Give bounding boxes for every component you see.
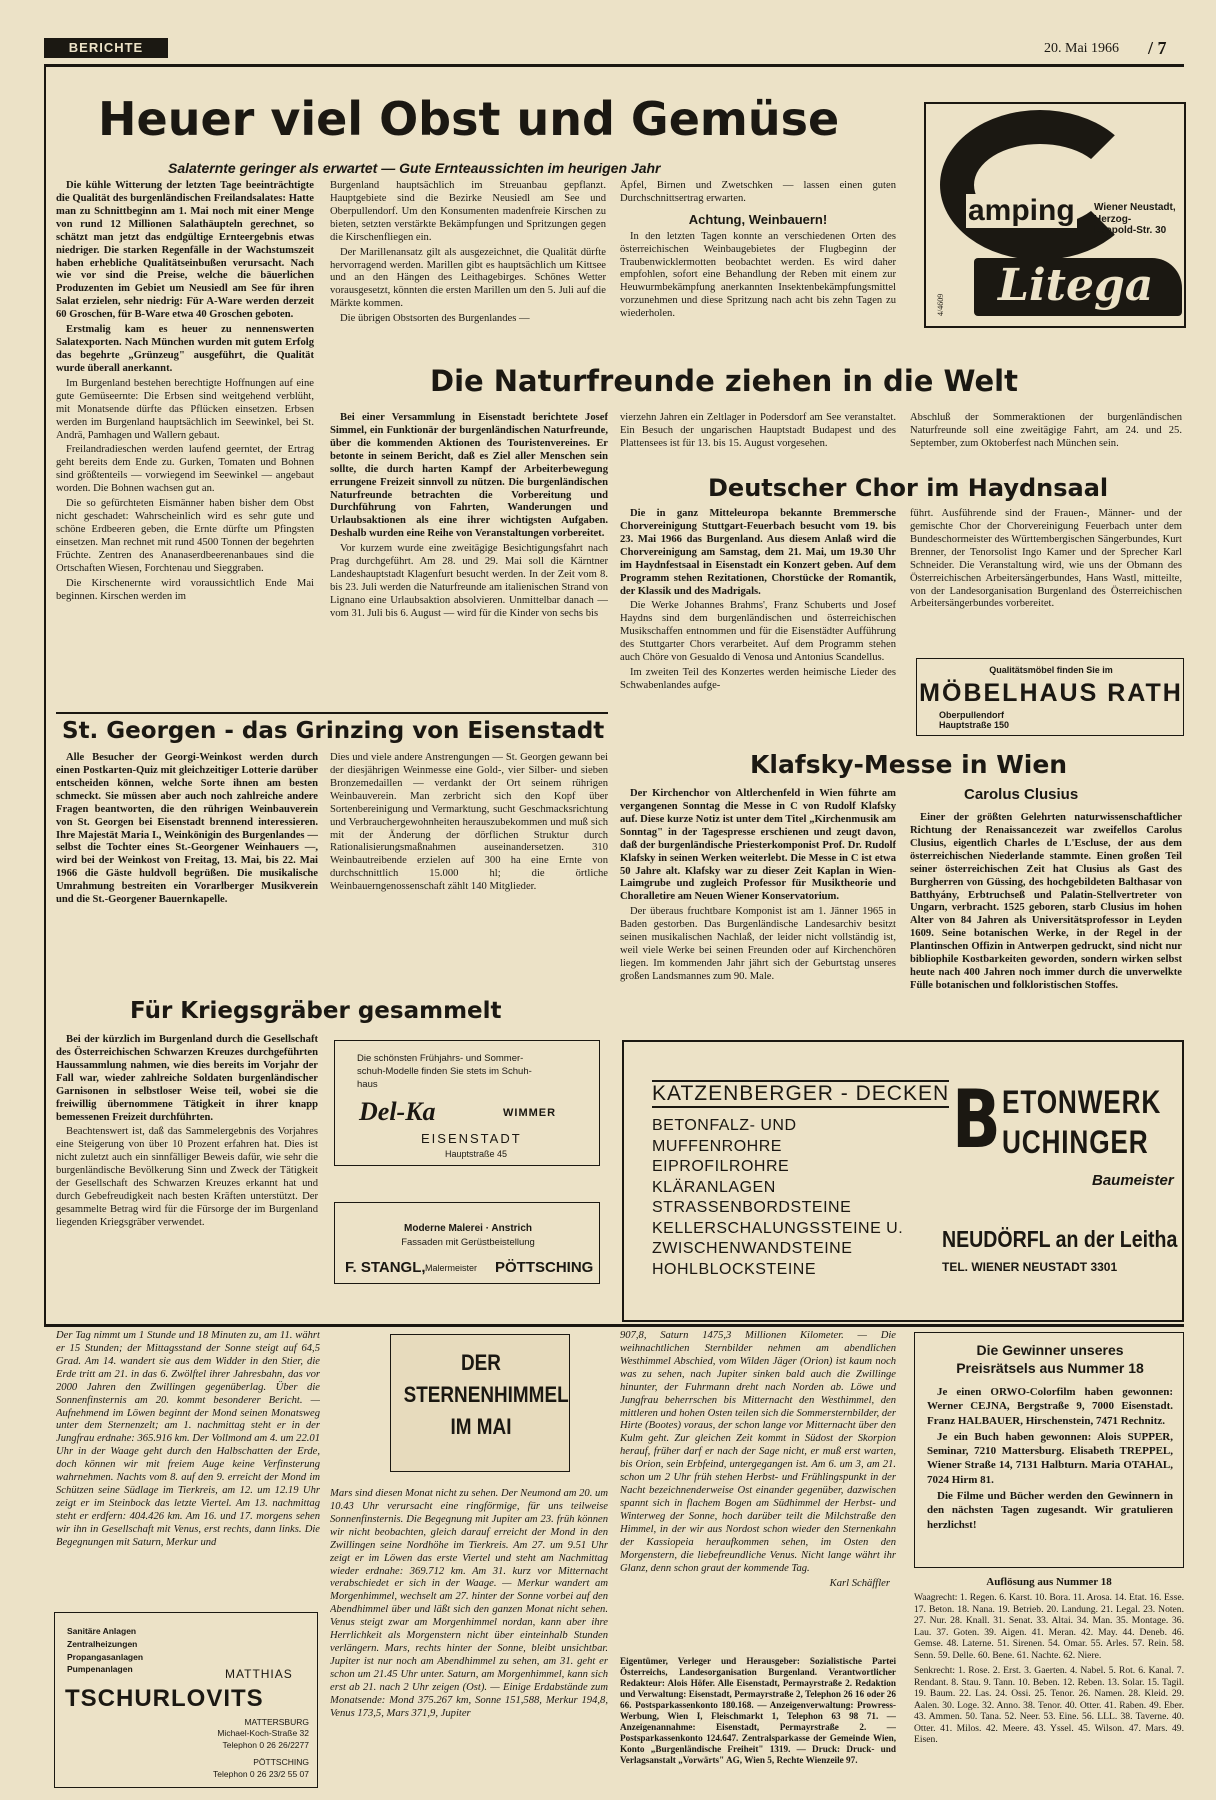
- article-column: Der Kirchenchor von Altlerchenfeld in Wien führte am vergangenen Sonntag die Messe in C von Rudolf Klafsky auf. Diese kurze Notiz ist unter dem Titel „Kirchenmusik am Sonntag" in der Tagespresse erschienen und zeugt davon, daß der burgenländische Priesterkomponist Prof. Dr. Rudolf Klafsky in seinen Werken weiterlebt. Die Messe in C ist etwa 50 Jahre alt. Klafsky war zu dieser Zeit Kaplan in Wien-Laimgrube und zugleich Professor für Musiktheorie und Choralletire am Neuen Wiener Konservatorium. Der überaus fruchtbare Komponist ist am 1. Jänner 1965 in Baden gestorben. Das Burgenländische Landesarchiv besitzt seinen musikalischen Nachlaß, der leider nicht vollständig ist, weil viele Werke bei seinen Freunden oder auf Kirchenchören liegen. Im kommenden Jahr jährt sich der Geburtstag unseres großen Landsmannes zum 90. Male.: [620, 788, 896, 982]
- stangl-line2: Fassaden mit Gerüstbeistellung: [401, 1237, 535, 1248]
- article-column: führt. Ausführende sind der Frauen-, Männer- und der gemischte Chor der Chorvereinigung Feuerbach unter dem Bundeschormeister des Württembergischen Sängerbundes, Kurt Brenner, der Tenorsolist Ingo Kamer und der Sprecher Karl Schneider. Die Veranstaltung wird, wie uns der Obmann des Österreichischen Arbeitersängerbundes, Hans Wastl, mitteilte, von der Landesorganisation Burgenland des Österreichischen Arbeitersängerbundes vorbereitet.: [910, 508, 1182, 610]
- delka-city: EISENSTADT: [421, 1131, 522, 1146]
- ad-camping: [924, 102, 1186, 328]
- divider: [56, 712, 608, 714]
- betonwerk-role: Baumeister: [1092, 1172, 1174, 1189]
- betonwerk-town: NEUDÖRFL an der Leitha: [942, 1226, 1178, 1252]
- article-column: Die kühle Witterung der letzten Tage beeinträchtigte die Qualität des burgenländischen Freilandsalates: Hatte man zu Schnittbeginn am 1. Mai noch mit einer Menge von rund 12 Millionen Salathäupteln gerechnet, so schätzt man jetzt das endgültige Ernteergebnis etwas niedriger. Die starken Regenfälle in der Wachstumszeit haben erhebliche Qualitätseinbußen verursacht. Nach wie vor sind die Preise, welche die bäuerlichen Produzenten im Gebiet um Neusiedl am See für ihren Salat erzielen, sehr niedrig: Für A-Ware werden derzeit 60 Groschen, für B-Ware etwa 40 Groschen geboten. Erstmalig kam es heuer zu nennenswerten Salatexporten. Nach München wurden mit gutem Erfolg das begehrte „Grünzeug" ausgeführt, die Qualität wurde überall anerkannt. Im Burgenland bestehen berechtigte Hoffnungen auf eine gute Gemüseernte: Die Erbsen sind weitgehend verblüht, mit Monatsende dürfte das Pflücken einsetzen. Erbsen werden im Burgenland hauptsächlich im Seewinkel, bei St. Andrä, Pamhagen und Wallern gebaut. Freilandradieschen werden laufend geerntet, der Ertrag geht bereits dem Ende zu. Gurken, Tomaten und Bohnen sind größtenteils — vorwiegend im Seewinkel — angebaut worden. Die Bohnen wachsen gut an. Die so gefürchteten Eismänner haben bisher dem Obst nicht geschadet: Wahrscheinlich wird es sehr gute und schöne Erdbeeren geben, die Ernte dürfte um Pfingsten einsetzen. Man rechnet mit rund 4500 Tonnen der begehrten Früchte. Zentren des Ananaserdbeerenanbaues sind die Ortschaften Wiesen, Forchtenau und Sieggraben. Die Kirschenernte wird voraussichtlich Ende Mai beginnen. Kirschen werden im: [56, 180, 314, 602]
- raetsel-text: Je einen ORWO-Colorfilm haben gewonnen: Werner CEJNA, Bergstraße 9, 7000 Eisenstadt. Franz HALBAUER, Hirschenstein, 7471 Rechnitz. Je ein Buch haben gewonnen: Alois SUPPER, Seminar, 7210 Mattersburg. Elisabeth TREPPEL, Wiener Straße 14, 7131 Halbturn. Maria OTAHAL, 7024 Hirm 81. Die Filme und Bücher werden den Gewinnern in den nächsten Tagen zugesandt. Wir gratulieren herzlichst!: [927, 1386, 1173, 1531]
- ad-betonwerk: [622, 1040, 1184, 1322]
- page-number: / 7: [1148, 38, 1167, 58]
- article-title: Für Kriegsgräber gesammelt: [130, 998, 502, 1024]
- sky-title-box: [390, 1334, 570, 1472]
- moebel-name: MÖBELHAUS RATH: [919, 679, 1183, 707]
- column-subheading: Achtung, Weinbauern!: [688, 211, 828, 227]
- article-column: Äpfel, Birnen und Zwetschken — lassen einen guten Durchschnittsertrag erwarten. Achtung, Weinbauern! In den letzten Tagen konnte an verschiedenen Orten des österreichischen Weinbaugebietes der Flugbeginn der Traubenwicklermotten beobachtet werden. Es wird daher empfohlen, sofort eine Behandlung der Reben mit einem zur Heuwurmbekämpfung anerkannten Insektenbekämpfungsmittel vorzunehmen und diese Spritzung nach acht bis zehn Tagen zu wiederholen.: [620, 180, 896, 320]
- column-subheading: Carolus Clusius: [964, 786, 1079, 803]
- ad-delka: [334, 1040, 600, 1166]
- raetsel-title: Die Gewinner unseres Preisrätsels aus Nummer 18: [956, 1342, 1144, 1377]
- betonwerk-line2: UCHINGER: [1002, 1124, 1149, 1160]
- article-column: Dies und viele andere Anstrengungen — St. Georgen gewann bei der diesjährigen Weinmesse eine Gold-, vier Silber- und sieben Bronzemedaillen — verdankt der Ort seinem rührigen Weinbauverein. Man zerbricht sich den Kopf über Sortenbereinigung und Vermarktung, sucht Geschmacksrichtung und Verbrauchergewohnheiten herauszubekommen und muß sich mit der Änderung der dörflichen Struktur durch Rationalisierungsmaßnahmen auseinandersetzen. 310 Weinbautreibende erzielen auf 300 ha eine Ernte von durchschnittlich 15.000 hl; die örtliche Weinbauerngenossenschaft zählt 140 Mitglieder.: [330, 752, 608, 893]
- article-title: Deutscher Chor im Haydnsaal: [708, 474, 1109, 502]
- article-column: vierzehn Jahren ein Zeltlager in Podersdorf am See veranstaltet. Ein Besuch der ungarischen Hauptstadt Budapest und des Plattensees ist für 13. bis 15. August vorgesehen.: [620, 412, 896, 449]
- moebel-tagline: Qualitätsmöbel finden Sie im: [989, 665, 1113, 675]
- left-border: [44, 64, 46, 1324]
- product-list: BETONFALZ- UND MUFFENROHRE EIPROFILROHRE KLÄRANLAGEN STRASSENBORDSTEINE KELLERSCHALUNGSSTEINE U. ZWISCHENWANDSTEINE HOHLBLOCKSTEINE: [652, 1117, 904, 1278]
- solution-title: Auflösung aus Nummer 18: [986, 1576, 1112, 1588]
- betonwerk-tel: TEL. WIENER NEUSTADT 3301: [942, 1260, 1118, 1274]
- tschurl-first: MATTHIAS: [225, 1667, 293, 1681]
- betonwerk-initial: B: [952, 1073, 1001, 1166]
- header-rule: [44, 64, 1184, 67]
- camping-address: Wiener Neustadt, Herzog- Leopold-Str. 30: [1094, 202, 1176, 236]
- raetsel-box: [914, 1332, 1184, 1568]
- article-title: Klafsky-Messe in Wien: [750, 750, 1068, 779]
- stangl-line1: Moderne Malerei · Anstrich: [404, 1223, 532, 1234]
- issue-date: 20. Mai 1966: [1044, 41, 1120, 56]
- moebel-address: Oberpullendorf Hauptstraße 150: [939, 710, 1010, 730]
- article-column: Einer der größten Gelehrten naturwissenschaftlicher Richtung der Renaissancezeit war zweifellos Carolus Clusius, eigentlich Charles de L'Escluse, der aus dem österreichischen Niederlande stammte. Einen großen Teil seiner österreichischen Zeit hat Clusius als Gast des Burgherren von Güssing, des hochgebildeten Balthasar von Batthyány, Erbtruchseß und Palatin-Stellvertreter von Ungarn, verbracht. 1525 geboren, starb Clusius im hohen Alter von 84 Jahren als Universitätsprofessor in Leyden 1609. Seine botanischen Werke, in der Regel in der Plantinschen Offizin in Antwerpen gedruckt, sind nicht nur bibliophile Kostbarkeiten geworden, sondern wirken selbst heute nach 400 Jahren noch immer durch die unverwelkte Fülle botanischen und folkloristischen Stoffes.: [910, 812, 1182, 991]
- katzenberger-title: KATZENBERGER - DECKEN: [652, 1080, 949, 1108]
- sky-title: DER STERNENHIMMEL IM MAI: [403, 1350, 569, 1439]
- camping-c-letter: [940, 110, 1140, 260]
- article-title: St. Georgen - das Grinzing von Eisenstadt: [62, 718, 605, 744]
- section-tag: BERICHTE: [44, 38, 168, 58]
- delka-street: Hauptstraße 45: [445, 1149, 508, 1159]
- article-column: Bei der kürzlich im Burgenland durch die Gesellschaft des Österreichischen Schwarzen Kreuzes durchgeführten Haussammlung nahmen, wie dies bereits im Vorjahr der Fall war, wieder zahlreiche Soldaten burgenländischer Garnisonen in selbstloser Weise teil, wobei sie die freiwillig übernommene Tätigkeit in ihrer knapp bemessenen Freizeit durchführten. Beachtenswert ist, daß das Sammelergebnis des Vorjahres eine Steigerung von über 10 Prozent erfahren hat. Dies ist nicht zuletzt auch ein sinnfälliger Beweis dafür, wie sehr die burgenländische Bevölkerung Sinn und Zweck der Tätigkeit der Gesellschaft des Schwarzen Kreuzes erkannt hat und durch Gebefreudigkeit nach besten Kräften unterstützt. Der gesammelte Betrag wird für die Fürsorge der im Burgenland liegenden Kriegsgräber verwendet.: [56, 1034, 318, 1228]
- delka-owner: WIMMER: [503, 1107, 557, 1119]
- ad-moebelhaus: [916, 658, 1184, 736]
- ad-stangl: [334, 1202, 600, 1284]
- sky-author: Karl Schäffler: [829, 1577, 890, 1589]
- delka-brand: Del-Ka: [359, 1097, 436, 1126]
- ad-code: 4/4609: [936, 293, 945, 316]
- tschurl-name: TSCHURLOVITS: [65, 1685, 264, 1712]
- article-subtitle: Salaternte geringer als erwartet — Gute Ernteaussichten im heurigen Jahr: [168, 160, 661, 176]
- article-column: Burgenland hauptsächlich im Streuanbau gepflanzt. Hauptgebiete sind die Bezirke Neusiedl am See und Oberpullendorf. Um den Konsumenten madenfreie Kirschen zu bieten, setzten verstärkte Bekämpfungen und Spritzungen gegen die Kirschenfliegen ein. Der Marillenansatz gilt als ausgezeichnet, die Qualität dürfte hervorragend werden. Marillen gibt es hauptsächlich um Kittsee und an den Hängen des Leithagebirges. Schönes Wetter vorausgesetzt, könnten die ersten Marillen um den 5. Juli auf die Märkte kommen. Die übrigen Obstsorten des Burgenlandes —: [330, 180, 606, 325]
- sky-column: Mars sind diesen Monat nicht zu sehen. Der Neumond am 20. um 10.43 Uhr verursacht eine ringförmige, für uns teilweise Sonnenfinsternis. Die Begegnung mit Jupiter am 23. früh können wir nicht beobachten, gleich darauf erreicht der Mond in den Zwillingen seine Nordhöhe im Tierkreis. Am 27. um 9.51 Uhr zeigt er im Löwen das erste Viertel und steht am Nachmittag wieder erdnahe: 369.712 km. Am 31. kurz vor Mitternacht verabschiedet er sich in der Waage. — Merkur wandert am Morgenhimmel, wechselt am 27. hinter der Sonne vorbei auf den Abendhimmel über und läßt sich den ganzen Monat nicht sehen. Venus steigt zwar am Morgenhimmel nordan, kann aber ihre Herrlichkeit als Morgenstern nicht über einteinhalb Stunden verlängern. Mars, rechts hinter der Sonne, bleibt unsichtbar. Jupiter ist nur noch am Abendhimmel zu sehen, am 31. geht er schon um 21.45 Uhr unter. Saturn, am Morgenhimmel, kann sich erst ab 21. nach 2 Uhr zeigen (Ost). — Einige Erdabstände zum Monatsende: Mond 375.267 km, Sonne 151,588, Merkur 194,8, Venus 173,5, Mars 371,9, Jupiter: [330, 1488, 608, 1719]
- betonwerk-line1: ETONWERK: [1002, 1084, 1162, 1120]
- article-column: Alle Besucher der Georgi-Weinkost werden durch einen Postkarten-Quiz mit gleichzeitiger Lotterie darüber entscheiden können, welche Sorte ihnen am besten schmeckt. Sie müssen aber auch noch zahlreiche andere Fragen beantworten, die den rührigen Weinbauverein von St. Georgen bei Eisenstadt brennend interessieren. Ihre Majestät Maria I., Weinkönigin des Burgenlandes — selbst die Tochter eines St.-Georgener Weinhauers —, wird bei der Weinkost von Freitag, 13. Mai, bis 22. Mai 1966 die Gäste huldvoll begrüßen. Die musikalische Umrahmung bestreiten ein Vorarlberger Musikverein und die St.-Georgener Bauernkapelle.: [56, 752, 318, 906]
- tschurl-services: Sanitäre Anlagen Zentralheizungen Propangasanlagen Pumpenanlagen: [67, 1626, 144, 1675]
- article-column: Die in ganz Mitteleuropa bekannte Bremmersche Chorvereinigung Stuttgart-Feuerbach besucht vom 19. bis 23. Mai 1966 das Burgenland. Aus diesem Anlaß wird die Chorvereinigung am Samstag, dem 21. Mai, um 19.30 Uhr im Haydnfestsaal in Eisenstadt ein Konzert geben. Auf dem Programm stehen Rezitationen, Chorstücke der Romantik, der Klassik und des Madrigals. Die Werke Johannes Brahms', Franz Schuberts und Josef Haydns sind dem burgenländischen und österreichischen Musikschaffen entnommen und für die Eisenstädter Aufführung des Stuttgarter Chors verarbeitet. Auf dem Programm stehen auch Chöre von Gesualdo di Venosa und Antonius Scandellus. Im zweiten Teil des Konzertes werden heimische Lieder des Schwabenlandes aufge-: [620, 508, 896, 691]
- divider: [44, 1324, 1184, 1327]
- sky-column: 907,8, Saturn 1475,3 Millionen Kilometer. — Die weihnachtlichen Sternbilder nehmen am abendlichen Westhimmel Abschied, vom Wilden Jäger (Orion) ist kaum noch was zu sehen, nach Jupiter sinken bald auch die Zwillinge hinunter, der Fuhrmann dreht nach Norden ab. Löwe und Jungfrau beherrschen bis Mitternacht den Westhimmel, den mittleren und hohen Osten teilen sich die Sommersternbilder, der Hirte (Bootes) voraus, der schon lange vor Mitternacht über den Kulm geht. Zur gleichen Zeit kommt in Südost der Skorpion herauf, früher darf er nach der Sage nicht, er muß erst warten, bis Orion, sein Erbfeind, untergegangen ist. Am 6. um 3, am 21. schon um 2 Uhr früh stehen Herbst- und Frühlingspunkt in der Nacht bezeichnenderweise Ost einander gegenüber, dazwischen spannt sich in flachem Bogen am Südhimmel der Herbst- und Winterweg der Sonne, hoch darüber teilt die Milchstraße den Himmel, in der wir aus Nordost schon wieder den Sternenkahn der Kassiopeia heraufkommen sehen, im Osten den Morgenstern, die liebefreundliche Venus. Nicht lange währt ihr Glanz, denn schon graut der kommende Tag. Karl Schäffler: [620, 1330, 896, 1589]
- stangl-role: Malermeister: [425, 1263, 478, 1273]
- delka-intro: Die schönsten Frühjahrs- und Sommer- schuh-Modelle finden Sie stets im Schuh- haus: [357, 1053, 532, 1090]
- stangl-name: F. STANGL,: [345, 1259, 426, 1276]
- tschurl-address: MATTERSBURG Michael-Koch-Straße 32 Telephon 0 26 26/2277 PÖTTSCHING Telephon 0 26 23/2 55 07: [213, 1717, 309, 1779]
- article-title: Die Naturfreunde ziehen in die Welt: [430, 364, 1018, 398]
- solution-text: Waagrecht: 1. Regen. 6. Karst. 10. Bora. 11. Arosa. 14. Etat. 16. Esse. 17. Beton. 18. Nana. 19. Betrieb. 20. Landung. 21. Legal. 23. Noten. 27. Nur. 28. Knall. 31. Senat. 33. Altai. 34. Man. 35. Montage. 36. Lau. 37. Goten. 39. Aigen. 41. Meran. 42. May. 44. Deneb. 46. Gemse. 48. Laterne. 51. Sirenen. 54. Omar. 55. Arles. 57. Rein. 58. Senn. 59. Delle. 60. Bene. 61. Nachte. 62. Niere. Senkrecht: 1. Rose. 2. Erst. 3. Gaerten. 4. Nabel. 5. Rot. 6. Kanal. 7. Rendant. 8. Stau. 9. Tann. 10. Beben. 12. Reben. 13. Solar. 15. Tagil. 19. Baum. 22. Las. 24. Ossi. 25. Tenor. 26. Namen. 28. Kleid. 29. Aalen. 30. Loge. 32. Anno. 38. Tenor. 40. Otter. 41. Raben. 49. Eber. 43. Ammen. 50. Tana. 52. Neer. 53. Eine. 56. LLL. 38. Taverne. 40. Otter. 41. Milos. 42. Meere. 43. Yssel. 45. Wilson. 47. Mars. 49. Eisen.: [914, 1592, 1184, 1745]
- litega-script: Litega: [998, 260, 1154, 311]
- article-column: Abschluß der Sommeraktionen der burgenländischen Naturfreunde soll eine zweitägige Fahrt, am 24. und 25. September, zum Oktoberfest nach München sein.: [910, 412, 1182, 449]
- sky-column: Der Tag nimmt um 1 Stunde und 18 Minuten zu, am 11. währt er 15 Stunden; der Mittagsstand der Sonne steigt auf 64,5 Grad. Am 14. wandert sie aus dem Widder in den Stier, die Erde tritt am 21. in das 6. Zwölftel ihrer Jahresbahn, das vor 2000 Jahren den Zwillingen gegenüberlag. Über die Sonnenfinsternis am 20. kommt besonderer Bericht. — Aufnehmend im Löwen beginnt der Mond seinen Monatsweg unter dem Sternenzelt; am 1. nachmittag steht er in der Jungfrau erdnahe: 365.916 km. Der Vollmond am 4. um 22.01 Uhr in der Waage geht durch den Halbschatten der Erde, doch können wir mit freiem Auge keine Verfinsterung wahrnehmen. Nachts vom 8. auf den 9. erreicht der Mond im Schützen seine Südlage im Tierkreis, am 12. um 12.19 Uhr zeigt er im Steinbock das letzte Viertel. Am 13. nachmittag steht er erdfern: 404.426 km. Am 16. und 17. morgens sehen wir ihn in Gesellschaft mit Venus, erst rechts, dann links. Die Begegnungen mit Saturn, Merkur und: [56, 1330, 320, 1548]
- stangl-place: PÖTTSCHING: [495, 1259, 594, 1276]
- ad-tschurlovits: [54, 1612, 318, 1788]
- article-column: Bei einer Versammlung in Eisenstadt berichtete Josef Simmel, ein Funktionär der burgenländischen Naturfreunde, über die kommenden Aktionen des Touristenvereines. Er betonte in seinem Bericht, daß es Ziel aller Menschen sein sollte, die durch harten Kampf der Arbeiterbewegung errungene Freizeit sinnvoll zu nützen. Die burgenländischen Naturfreunde betrachten die Vorbereitung und Durchführung von Fahrten, Wanderungen und Urlaubsaktionen als eine ihrer wichtigsten Aufgaben. Deshalb wurden eine Reihe von Veranstaltungen vorbereitet. Vor kurzem wurde eine zweitägige Besichtigungsfahrt nach Prag durchgeführt. Am 28. und 29. Mai soll die Kärntner Landeshauptstadt Klagenfurt besucht werden. In der Zeit vom 8. bis 23. Juli werden die Naturfreunde am italienischen Strand von Lignano eine Urlaubsaktion absolvieren. Unmittelbar danach — vom 31. Juli bis 6. August — wird für die Kinder von sechs bis: [330, 412, 608, 619]
- article-title: Heuer viel Obst und Gemüse: [98, 92, 840, 146]
- camping-word: amping: [968, 194, 1075, 227]
- impressum: Eigentümer, Verleger und Herausgeber: Sozialistische Partei Österreichs, Landesorganisation Burgenland. Verantwortlicher Redakteur: Alois Höfer. Alle Eisenstadt, Permayrstraße 2. Redaktion und Verwaltung: Eisenstadt, Permayrstraße 2, Telephon 26 16 oder 26 66. Postsparkassenkonto 180.168. — Anzeigenverwaltung: Prowress-Werbung, Wien I, Fleischmarkt 1, Telephon 63 98 71. — Anzeigenannahme: Eisenstadt, Permayrstraße 2. — Postsparkassenkonto 124.647. Zentralsparkasse der Gemeinde Wien, Konto „Burgenländische Freiheit" 1319. — Druck: Druck- und Verlagsanstalt „Vorwärts" AG, Wien 5, Rechte Wienzeile 97.: [620, 1656, 896, 1766]
